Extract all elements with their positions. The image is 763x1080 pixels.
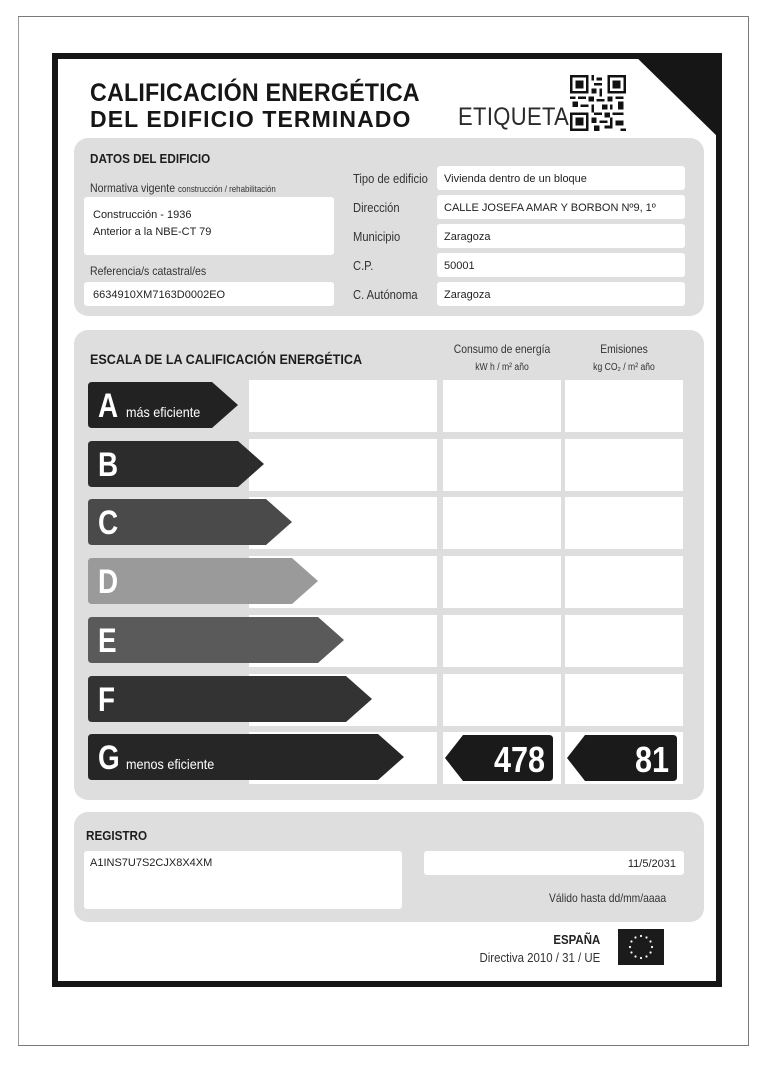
- rating-letter: E: [98, 622, 117, 660]
- rating-arrow-f: [88, 676, 372, 722]
- emisiones-cell: [565, 674, 683, 726]
- registry-title: REGISTRO: [86, 828, 148, 843]
- consumo-cell: [443, 556, 561, 608]
- value-badge-number: 478: [493, 739, 545, 780]
- emisiones-cell: [565, 615, 683, 667]
- row-value-direccion: CALLE JOSEFA AMAR Y BORBON Nº9, 1º: [444, 202, 656, 214]
- normativa-label-small: construcción / rehabilitación: [178, 184, 276, 194]
- consumo-value-badge: [445, 735, 553, 781]
- consumo-cell: [443, 380, 561, 432]
- rating-letter: F: [98, 681, 116, 719]
- rating-letter: D: [98, 563, 119, 601]
- rating-subtitle: menos eficiente: [126, 756, 215, 772]
- normativa-line1: Construcción - 1936: [93, 209, 192, 221]
- rating-arrow-shape: [88, 558, 318, 604]
- rating-letter: G: [98, 739, 120, 777]
- row-value-municipio: Zaragoza: [444, 231, 491, 243]
- rating-arrow-b: [88, 441, 264, 487]
- consumo-column-title: Consumo de energía: [453, 342, 551, 356]
- rating-subtitle: más eficiente: [126, 404, 201, 420]
- row-label-municipio: Municipio: [353, 229, 401, 244]
- value-badge-number: 81: [634, 739, 669, 780]
- valid-until-label: Válido hasta dd/mm/aaaa: [548, 891, 666, 905]
- row-label-tipo: Tipo de edificio: [353, 171, 428, 186]
- row-label-autonoma: C. Autónoma: [353, 287, 418, 302]
- emisiones-column-title: Emisiones: [600, 342, 648, 356]
- rating-arrow-a: [88, 382, 238, 428]
- eu-star: [645, 955, 647, 957]
- row-label-direccion: Dirección: [353, 200, 400, 215]
- emisiones-column-unit: kg CO₂ / m² año: [593, 362, 655, 373]
- etiqueta-label: ETIQUETA: [458, 103, 570, 131]
- qr-code-icon: [570, 75, 626, 131]
- label-title-line1: CALIFICACIÓN ENERGÉTICA: [90, 79, 420, 107]
- rating-arrow-c: [88, 499, 292, 545]
- emisiones-cell: [565, 439, 683, 491]
- eu-star: [640, 935, 642, 937]
- eu-star: [640, 957, 642, 959]
- eu-star: [649, 951, 651, 953]
- row-value-tipo: Vivienda dentro de un bloque: [444, 173, 587, 185]
- eu-star: [651, 946, 653, 948]
- building-data-title: DATOS DEL EDIFICIO: [90, 151, 211, 166]
- emisiones-cell: [565, 380, 683, 432]
- consumo-cell: [443, 674, 561, 726]
- emisiones-value-badge: [567, 735, 677, 781]
- rating-letter: C: [98, 504, 119, 542]
- rating-letter: A: [98, 387, 119, 425]
- row-label-cp: C.P.: [353, 258, 374, 273]
- rating-arrow-d: [88, 558, 318, 604]
- rating-arrow-e: [88, 617, 344, 663]
- rating-arrow-g: [88, 734, 404, 780]
- referencia-label: Referencia/s catastral/es: [90, 264, 207, 278]
- country-label: ESPAÑA: [553, 932, 600, 947]
- normativa-label-text: Normativa vigente: [90, 181, 176, 195]
- emisiones-cell: [565, 497, 683, 549]
- row-value-cp: 50001: [444, 260, 475, 272]
- directive-label: Directiva 2010 / 31 / UE: [479, 950, 600, 965]
- eu-star: [634, 936, 636, 938]
- referencia-value: 6634910XM7163D0002EO: [93, 289, 226, 301]
- eu-star: [645, 936, 647, 938]
- rating-arrow-shape: [88, 499, 292, 545]
- eu-star: [629, 946, 631, 948]
- eu-star: [634, 955, 636, 957]
- consumo-cell: [443, 615, 561, 667]
- corner-triangle: [632, 53, 722, 141]
- consumo-cell: [443, 439, 561, 491]
- registry-code: A1INS7U7S2CJX8X4XM: [90, 857, 213, 869]
- scale-row-background: [249, 439, 437, 491]
- eu-star: [649, 940, 651, 942]
- consumo-cell: [443, 497, 561, 549]
- scale-row-background: [249, 380, 437, 432]
- eu-star: [630, 940, 632, 942]
- rating-scale-title: ESCALA DE LA CALIFICACIÓN ENERGÉTICA: [90, 351, 363, 367]
- consumo-column-unit: kW h / m² año: [475, 362, 529, 373]
- rating-arrow-shape: [88, 617, 344, 663]
- emisiones-cell: [565, 556, 683, 608]
- eu-flag-icon: [618, 929, 664, 965]
- rating-arrow-shape: [88, 676, 372, 722]
- normativa-line2: Anterior a la NBE-CT 79: [93, 226, 212, 238]
- label-title-line2: DEL EDIFICIO TERMINADO: [90, 106, 412, 132]
- rating-letter: B: [98, 446, 119, 484]
- row-value-autonoma: Zaragoza: [444, 289, 491, 301]
- valid-date: 11/5/2031: [627, 858, 676, 870]
- eu-star: [630, 951, 632, 953]
- normativa-label: [90, 181, 276, 195]
